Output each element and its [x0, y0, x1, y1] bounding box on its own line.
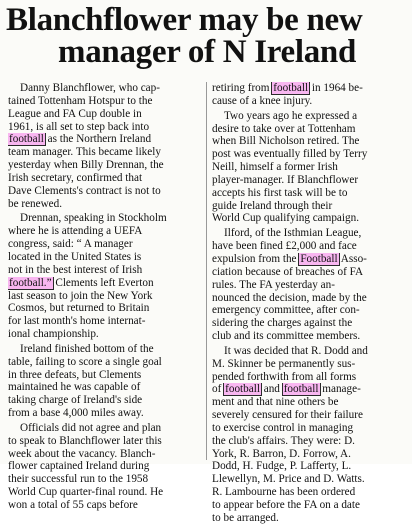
text-run: won a total of 55 caps before [8, 499, 138, 511]
text-run: have been fined £2,000 and face [212, 240, 357, 253]
text-line [8, 185, 204, 198]
text-line [8, 356, 204, 369]
text-line [212, 212, 408, 225]
text-line [8, 394, 204, 407]
text-line [212, 486, 408, 499]
text-line [8, 290, 204, 303]
text-run: club and its committee members. [212, 330, 361, 343]
text-run: to appear before the FA on a date [212, 499, 360, 511]
text-run: ment and that nine others be [212, 396, 339, 409]
text-run: Dodd, H. Fudge, P. Lafferty, L. [212, 460, 352, 473]
text-run: post was eventually filled by Terry [212, 148, 368, 161]
text-line [212, 499, 408, 512]
text-run: It was decided that R. Dodd and [224, 344, 368, 357]
text-line [8, 159, 204, 172]
article-column-right [212, 82, 408, 527]
right-paragraph [212, 82, 408, 108]
text-run: congress, said: “ A manager [8, 238, 133, 251]
text-run: Irish secretary, confirmed that [8, 171, 143, 184]
text-run: York, R. Barron, D. Forrow, A. [212, 447, 351, 460]
text-run: their successful run to the 1958 [8, 473, 149, 486]
text-line [212, 304, 408, 317]
text-line [8, 108, 204, 121]
text-run: retiring from [212, 82, 273, 94]
text-run: from a base 4,000 miles away. [8, 407, 144, 420]
right-paragraph [212, 227, 408, 343]
text-run: to exercise control in managing [212, 421, 354, 434]
text-line [8, 328, 204, 341]
text-run: sidering the charges against the [212, 317, 353, 330]
text-line [8, 277, 204, 290]
text-line [212, 240, 408, 253]
text-line [212, 148, 408, 161]
text-line [212, 345, 408, 358]
highlighted-term: Football [300, 252, 338, 265]
text-line [212, 110, 408, 123]
highlighted-term: football.” [9, 276, 52, 289]
text-line [8, 460, 204, 473]
text-line [8, 473, 204, 486]
text-run: Two years ago he expressed a [224, 109, 358, 122]
left-paragraph [8, 82, 204, 210]
text-line [212, 448, 408, 461]
text-line [212, 227, 408, 240]
text-run: flower captained Ireland during [8, 460, 150, 473]
text-run: as the Northern Ireland [44, 133, 152, 146]
text-line [8, 448, 204, 461]
text-run: rules. The FA yesterday an- [212, 278, 335, 291]
highlighted-term: football [283, 383, 319, 396]
text-line [212, 512, 408, 525]
text-line [212, 161, 408, 174]
text-line [8, 343, 204, 356]
headline [6, 4, 408, 68]
highlighted-term: football [273, 82, 309, 94]
text-run: M. Skinner be permanently sus- [212, 357, 356, 370]
headline-line-1: Blanchflower may be new [6, 2, 363, 38]
text-run: expulsion from the [212, 252, 300, 265]
text-run: the club's affairs. They were: D. [212, 434, 355, 447]
right-paragraph [212, 110, 408, 226]
text-run: where he is attending a UEFA [8, 225, 143, 238]
text-run: to be arranged. [212, 511, 279, 524]
text-line [212, 82, 408, 95]
text-line [212, 200, 408, 213]
text-run: for last month's home internat- [8, 315, 146, 328]
text-run: to speak to Blanchflower later this [8, 434, 162, 447]
column-divider [206, 82, 207, 460]
text-line [212, 460, 408, 473]
highlighted-term: football [9, 133, 44, 146]
text-run: League and FA Cup double in [8, 107, 142, 120]
text-run: desire to take over at Tottenham [212, 122, 356, 135]
text-line [212, 371, 408, 384]
text-line [8, 381, 204, 394]
text-line [8, 315, 204, 328]
text-run: accepts his first task will be to [212, 186, 348, 199]
text-line [212, 435, 408, 448]
text-line [8, 251, 204, 264]
text-run: cause of a knee injury. [212, 94, 313, 107]
text-run: severely censured for their failure [212, 409, 363, 422]
highlighted-term: football [225, 383, 260, 396]
text-line [8, 238, 204, 251]
text-line [8, 225, 204, 238]
text-run: in 1964 be- [309, 82, 363, 94]
text-run: Clements left Everton [52, 276, 154, 289]
text-run: yesterday when Billy Drennan, the [8, 159, 164, 172]
text-line [8, 499, 204, 512]
text-line [212, 135, 408, 148]
text-line [8, 172, 204, 185]
text-line [8, 198, 204, 211]
text-line [8, 95, 204, 108]
text-run: of [212, 383, 225, 396]
text-line [8, 407, 204, 420]
text-line [8, 369, 204, 382]
text-line [8, 212, 204, 225]
text-run: week about the vacancy. Blanch- [8, 447, 156, 460]
text-run: guide Ireland through their [212, 199, 333, 212]
text-run: Danny Blanchflower, who cap- [20, 82, 160, 94]
text-line [212, 473, 408, 486]
text-line [8, 121, 204, 134]
text-run: World Cup qualifying campaign. [212, 212, 359, 225]
text-run: in three defeats, but Clements [8, 368, 142, 381]
text-line [212, 358, 408, 371]
text-line [8, 486, 204, 499]
text-line [212, 174, 408, 187]
text-line [212, 187, 408, 200]
text-line [8, 133, 204, 146]
text-line [8, 146, 204, 159]
text-run: World Cup quarter-final round. He [8, 486, 164, 499]
text-line [8, 422, 204, 435]
text-line [212, 279, 408, 292]
text-line [212, 266, 408, 279]
text-run: not in the best interest of Irish [8, 263, 143, 276]
text-run: Dave Clements's contract is not to [8, 184, 161, 197]
text-line [212, 330, 408, 343]
text-run: be renewed. [8, 197, 63, 210]
text-line [212, 292, 408, 305]
text-run: Neill, himself a former Irish [212, 161, 338, 174]
text-line [212, 317, 408, 330]
text-run: R. Lambourne has been ordered [212, 486, 356, 499]
text-line [8, 264, 204, 277]
text-line [212, 422, 408, 435]
text-line [212, 253, 408, 266]
text-run: when Bill Nicholson retired. The [212, 135, 360, 148]
text-run: last season to join the New York [8, 289, 153, 302]
text-line [8, 302, 204, 315]
text-line [212, 396, 408, 409]
text-run: taking charge of Ireland's side [8, 394, 143, 407]
text-run: pended forthwith from all forms [212, 370, 357, 383]
text-run: emergency committee, after con- [212, 304, 360, 317]
text-line [8, 82, 204, 95]
text-run: Llewellyn, M. Price and D. Watts. [212, 473, 365, 486]
text-run: 1961, is all set to step back into [8, 120, 150, 133]
text-run: and [260, 383, 283, 396]
text-run: ciation because of breaches of FA [212, 265, 364, 278]
text-run: ional championship. [8, 328, 99, 341]
text-run: tained Tottenham Hotspur to the [8, 94, 153, 107]
text-line [212, 123, 408, 136]
text-run: Ilford, of the Isthmian League, [224, 227, 362, 240]
text-run: player-manager. If Blanchflower [212, 173, 359, 186]
text-run: table, failing to score a single goal [8, 355, 162, 368]
text-run: team manager. This became likely [8, 146, 161, 159]
left-paragraph [8, 212, 204, 340]
left-paragraph [8, 343, 204, 420]
text-line [8, 435, 204, 448]
headline-line-2: manager of N Ireland [58, 34, 357, 70]
text-run: located in the United States is [8, 250, 142, 263]
text-line [212, 383, 408, 396]
text-run: Cosmos, but returned to Britain [8, 302, 150, 315]
text-run: maintained he was capable of [8, 381, 141, 394]
text-run: Drennan, speaking in Stockholm [20, 212, 167, 225]
left-paragraph [8, 422, 204, 512]
text-run: manage- [319, 383, 361, 396]
right-paragraph [212, 345, 408, 525]
text-run: Officials did not agree and plan [20, 421, 162, 434]
article-column-left [8, 82, 204, 514]
text-line [212, 95, 408, 108]
text-line [212, 409, 408, 422]
text-run: Ireland finished bottom of the [20, 342, 154, 355]
text-run: nounced the decision, made by the [212, 291, 367, 304]
text-run: Asso- [338, 252, 367, 265]
